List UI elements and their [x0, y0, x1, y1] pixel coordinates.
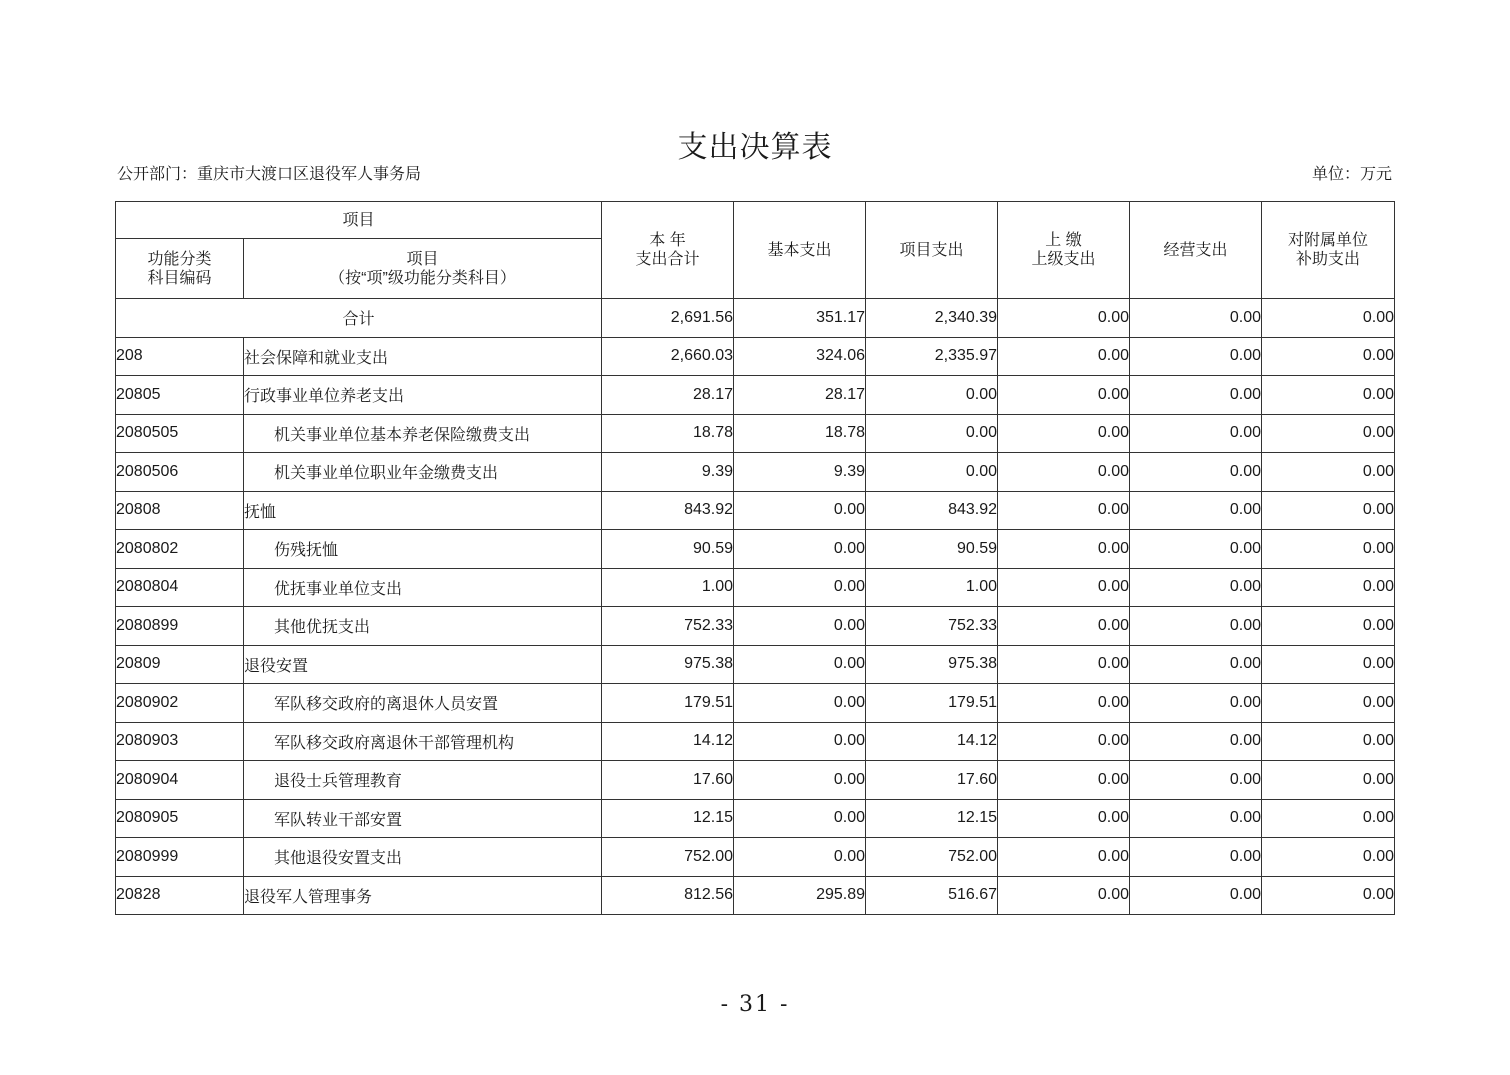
table-row	[116, 568, 1395, 607]
row-value: 0.00	[1130, 876, 1262, 915]
row-value: 0.00	[1262, 337, 1395, 376]
row-value: 0.00	[734, 491, 866, 530]
row-value: 0.00	[734, 684, 866, 723]
header-code-line1: 功能分类	[147, 250, 212, 268]
row-value: 752.33	[866, 607, 998, 646]
row-value: 2,660.03	[602, 337, 734, 376]
row-value: 0.00	[1130, 337, 1262, 376]
header-upper-line2: 上级支出	[1031, 251, 1096, 268]
row-name: 退役安置	[244, 645, 602, 684]
total-cell: 0.00	[1130, 299, 1262, 338]
row-value: 0.00	[1262, 453, 1395, 492]
row-value: 752.33	[602, 607, 734, 646]
row-value: 843.92	[866, 491, 998, 530]
table-row	[116, 645, 1395, 684]
row-name: 其他优抚支出	[244, 607, 602, 646]
row-value: 0.00	[1130, 838, 1262, 877]
total-label: 合计	[116, 299, 602, 338]
row-code: 20805	[116, 376, 244, 415]
header-upper-line1: 上 缴	[1045, 232, 1082, 249]
row-name: 其他退役安置支出	[244, 838, 602, 877]
row-value: 0.00	[998, 838, 1130, 877]
row-value: 0.00	[734, 799, 866, 838]
row-value: 0.00	[1262, 684, 1395, 723]
row-value: 0.00	[998, 876, 1130, 915]
header-subsidy-line1: 对附属单位	[1288, 232, 1369, 249]
row-code: 20828	[116, 876, 244, 915]
row-value: 975.38	[866, 645, 998, 684]
row-value: 28.17	[602, 376, 734, 415]
row-value: 1.00	[866, 568, 998, 607]
table-row	[116, 607, 1395, 646]
total-cell: 2,691.56	[602, 299, 734, 338]
total-cell: 0.00	[1262, 299, 1395, 338]
row-name: 行政事业单位养老支出	[244, 376, 602, 415]
row-value: 0.00	[866, 453, 998, 492]
row-value: 0.00	[1262, 607, 1395, 646]
table-row	[116, 876, 1395, 915]
row-name: 退役士兵管理教育	[244, 761, 602, 800]
row-value: 1.00	[602, 568, 734, 607]
row-value: 843.92	[602, 491, 734, 530]
table-row	[116, 722, 1395, 761]
header-item-group: 项目	[116, 202, 602, 239]
header-subsidy-line2: 补助支出	[1296, 251, 1361, 268]
table-row	[116, 761, 1395, 800]
row-value: 12.15	[602, 799, 734, 838]
row-value: 324.06	[734, 337, 866, 376]
row-code: 2080506	[116, 453, 244, 492]
row-name: 军队移交政府的离退休人员安置	[244, 684, 602, 723]
row-value: 0.00	[1262, 376, 1395, 415]
expenditure-table	[115, 201, 1395, 915]
row-value: 0.00	[734, 722, 866, 761]
table-row	[116, 684, 1395, 723]
table-row	[116, 491, 1395, 530]
row-value: 179.51	[866, 684, 998, 723]
page-number: - 31 -	[720, 992, 790, 1017]
row-value: 0.00	[1130, 530, 1262, 569]
row-value: 0.00	[734, 530, 866, 569]
row-value: 0.00	[998, 684, 1130, 723]
row-value: 0.00	[1130, 722, 1262, 761]
row-code: 2080804	[116, 568, 244, 607]
row-value: 0.00	[1130, 491, 1262, 530]
total-cell: 0.00	[998, 299, 1130, 338]
row-code: 2080903	[116, 722, 244, 761]
header-total-line1: 本 年	[649, 232, 686, 249]
header-project: 项目支出	[866, 202, 998, 299]
row-code: 208	[116, 337, 244, 376]
document-title: 支出决算表	[677, 130, 833, 165]
row-name: 抚恤	[244, 491, 602, 530]
row-value: 0.00	[734, 645, 866, 684]
row-value: 0.00	[734, 607, 866, 646]
header-total-line2: 支出合计	[635, 251, 700, 268]
row-value: 0.00	[866, 414, 998, 453]
row-code: 2080904	[116, 761, 244, 800]
row-value: 0.00	[1130, 645, 1262, 684]
total-cell: 351.17	[734, 299, 866, 338]
row-value: 975.38	[602, 645, 734, 684]
row-value: 0.00	[1130, 453, 1262, 492]
row-value: 295.89	[734, 876, 866, 915]
row-code: 2080902	[116, 684, 244, 723]
row-value: 0.00	[1262, 799, 1395, 838]
row-value: 0.00	[998, 607, 1130, 646]
row-value: 0.00	[1130, 799, 1262, 838]
row-value: 516.67	[866, 876, 998, 915]
row-value: 0.00	[1262, 414, 1395, 453]
header-upper	[998, 202, 1130, 299]
row-value: 0.00	[1262, 761, 1395, 800]
row-value: 0.00	[1262, 645, 1395, 684]
row-value: 0.00	[998, 645, 1130, 684]
header-business: 经营支出	[1130, 202, 1262, 299]
row-value: 0.00	[1262, 491, 1395, 530]
row-code: 20808	[116, 491, 244, 530]
row-value: 0.00	[998, 799, 1130, 838]
row-code: 2080905	[116, 799, 244, 838]
row-value: 0.00	[1262, 838, 1395, 877]
row-value: 0.00	[734, 568, 866, 607]
row-value: 812.56	[602, 876, 734, 915]
row-value: 14.12	[602, 722, 734, 761]
row-value: 0.00	[998, 722, 1130, 761]
row-code: 2080505	[116, 414, 244, 453]
row-name: 退役军人管理事务	[244, 876, 602, 915]
row-value: 0.00	[1262, 568, 1395, 607]
row-value: 0.00	[1130, 684, 1262, 723]
header-total	[602, 202, 734, 299]
department-label: 公开部门：重庆市大渡口区退役军人事务局	[117, 164, 422, 183]
table-row	[116, 414, 1395, 453]
row-value: 0.00	[998, 761, 1130, 800]
row-value: 0.00	[1262, 722, 1395, 761]
table-row	[116, 376, 1395, 415]
row-value: 0.00	[734, 838, 866, 877]
row-value: 179.51	[602, 684, 734, 723]
row-value: 9.39	[602, 453, 734, 492]
row-value: 752.00	[602, 838, 734, 877]
table-row	[116, 530, 1395, 569]
row-value: 28.17	[734, 376, 866, 415]
row-value: 0.00	[1262, 876, 1395, 915]
row-value: 0.00	[998, 376, 1130, 415]
row-value: 0.00	[866, 376, 998, 415]
row-value: 0.00	[998, 530, 1130, 569]
row-value: 0.00	[1130, 414, 1262, 453]
header-code	[116, 239, 244, 299]
row-value: 17.60	[866, 761, 998, 800]
row-value: 17.60	[602, 761, 734, 800]
row-code: 2080802	[116, 530, 244, 569]
row-name: 机关事业单位基本养老保险缴费支出	[244, 414, 602, 453]
table-row	[116, 838, 1395, 877]
row-value: 0.00	[1130, 568, 1262, 607]
table-row	[116, 453, 1395, 492]
row-name: 伤残抚恤	[244, 530, 602, 569]
row-value: 12.15	[866, 799, 998, 838]
row-name: 机关事业单位职业年金缴费支出	[244, 453, 602, 492]
row-value: 0.00	[1130, 607, 1262, 646]
row-value: 14.12	[866, 722, 998, 761]
row-name: 军队移交政府离退休干部管理机构	[244, 722, 602, 761]
row-value: 0.00	[998, 453, 1130, 492]
table-row	[116, 337, 1395, 376]
table-row	[116, 799, 1395, 838]
row-name: 军队转业干部安置	[244, 799, 602, 838]
row-value: 0.00	[998, 568, 1130, 607]
row-value: 9.39	[734, 453, 866, 492]
row-value: 0.00	[1262, 530, 1395, 569]
row-value: 0.00	[998, 414, 1130, 453]
row-value: 18.78	[734, 414, 866, 453]
row-value: 0.00	[1130, 761, 1262, 800]
row-name: 优抚事业单位支出	[244, 568, 602, 607]
row-value: 0.00	[998, 491, 1130, 530]
header-name-line1: 项目	[406, 250, 439, 268]
row-value: 0.00	[998, 337, 1130, 376]
row-value: 0.00	[1130, 376, 1262, 415]
header-name-line2: （按“项”级功能分类科目）	[329, 269, 516, 287]
row-name: 社会保障和就业支出	[244, 337, 602, 376]
total-row	[116, 299, 1395, 338]
header-subsidy	[1262, 202, 1395, 299]
row-value: 18.78	[602, 414, 734, 453]
row-code: 2080899	[116, 607, 244, 646]
row-value: 90.59	[866, 530, 998, 569]
row-value: 90.59	[602, 530, 734, 569]
total-cell: 2,340.39	[866, 299, 998, 338]
row-value: 752.00	[866, 838, 998, 877]
row-code: 20809	[116, 645, 244, 684]
unit-label: 单位：万元	[1311, 164, 1392, 183]
header-name	[244, 239, 602, 299]
row-code: 2080999	[116, 838, 244, 877]
header-code-line2: 科目编码	[147, 269, 212, 287]
header-basic: 基本支出	[734, 202, 866, 299]
row-value: 0.00	[734, 761, 866, 800]
row-value: 2,335.97	[866, 337, 998, 376]
